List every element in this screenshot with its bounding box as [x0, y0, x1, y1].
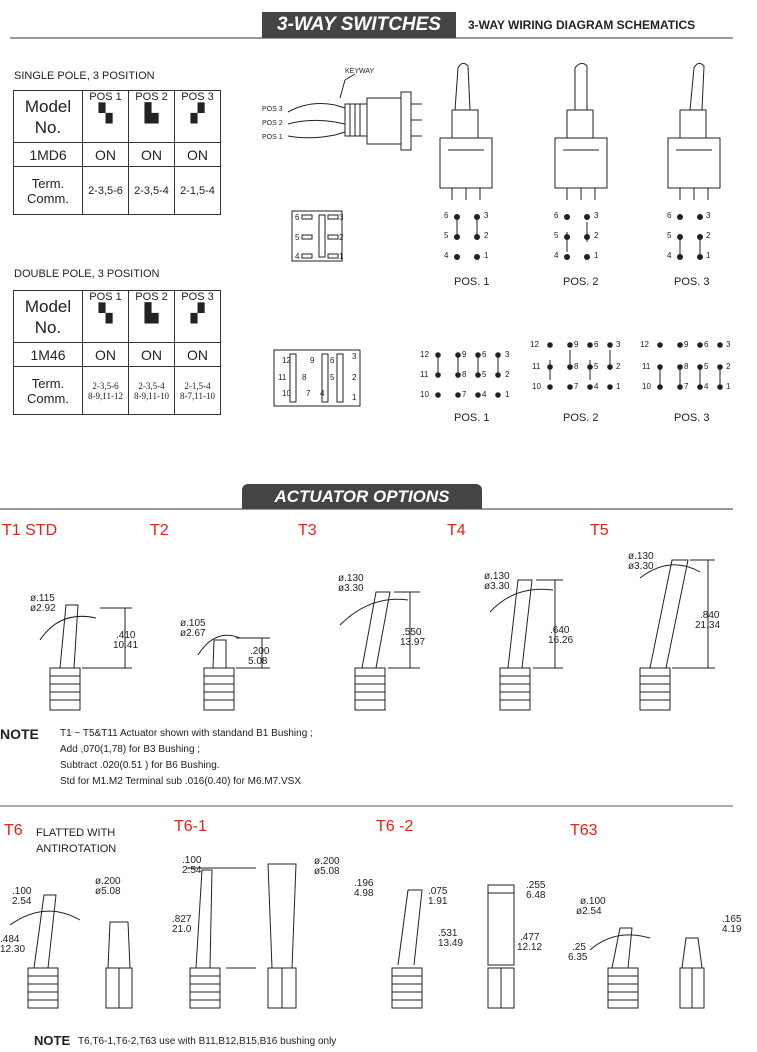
dpl-3: 3 — [352, 352, 357, 361]
t63-w-mm: 4.19 — [722, 924, 742, 935]
t1-len-in: .410 — [116, 630, 136, 641]
sp-caption-pos3: POS. 3 — [674, 276, 710, 288]
dp-caption-pos2: POS. 2 — [563, 412, 599, 424]
dp-caption-pos1: POS. 1 — [454, 412, 490, 424]
sp1-5: 5 — [444, 231, 449, 240]
type-t6-2: T6 -2 — [376, 818, 414, 835]
sp-term-6: 6 — [295, 213, 300, 222]
sp-term-3: 3 — [339, 213, 344, 222]
dp2-2: 2 — [616, 362, 621, 371]
type-t3: T3 — [298, 522, 317, 539]
dp1-7: 7 — [462, 390, 467, 399]
pos2-header: POS 2 ▙ — [129, 91, 175, 143]
t4-len-mm: 16.26 — [548, 635, 574, 646]
t1-len-mm: 10.41 — [113, 640, 139, 651]
t2-dia-in: ø.105 — [180, 618, 206, 629]
pos2-term: 2-3,5-4 — [129, 167, 175, 215]
t62-cap-in: .255 — [526, 880, 546, 891]
dp3-6: 6 — [704, 340, 709, 349]
t5-dia-in: ø.130 — [628, 551, 654, 562]
t61-len-mm: 21.0 — [172, 924, 192, 935]
t63-len-mm: 6.35 — [568, 952, 588, 963]
dp1-3: 3 — [505, 350, 510, 359]
sp-heading: SINGLE POLE, 3 POSITION — [14, 70, 155, 82]
sp-term-1: 1 — [339, 252, 344, 261]
dp1-9: 9 — [462, 350, 467, 359]
note1-line1: T1 ~ T5&T11 Actuator shown with standand B1 Bushing ; — [60, 728, 313, 739]
dp-pos1-header: POS 1 ▚ — [83, 291, 129, 343]
t3-len-mm: 13.97 — [400, 637, 426, 648]
dp-pos3-term: 2-1,5-4 8-7,11-10 — [175, 367, 221, 415]
model-number: 1MD6 — [14, 143, 83, 167]
pos1-state: ON — [83, 143, 129, 167]
actuator-drawings — [40, 560, 715, 710]
dp2-3: 3 — [616, 340, 621, 349]
note1-label: NOTE — [0, 726, 39, 742]
sp2-5: 5 — [554, 231, 559, 240]
sp2-2: 2 — [594, 231, 599, 240]
t1-dia-in: ø.115 — [30, 593, 55, 604]
dp1-10: 10 — [420, 390, 429, 399]
t5-len-in: .840 — [700, 610, 720, 621]
dp2-5: 5 — [594, 362, 599, 371]
dpl-6: 6 — [330, 356, 335, 365]
pos2-state: ON — [129, 143, 175, 167]
t3-dia-in: ø.130 — [338, 573, 364, 584]
t62-w-mm: 1.91 — [428, 896, 448, 907]
type-t6-1: T6-1 — [174, 818, 207, 835]
t61-flat-in: .100 — [182, 855, 202, 866]
dp-pos2-state: ON — [129, 343, 175, 367]
t62-h-in: .477 — [520, 932, 540, 943]
dp-pos1-state: ON — [83, 343, 129, 367]
dp2-4: 4 — [594, 382, 599, 391]
dpl-5: 5 — [330, 373, 335, 382]
t4-dia-in: ø.130 — [484, 571, 510, 582]
dp1-8: 8 — [462, 370, 467, 379]
dp1-4: 4 — [482, 390, 487, 399]
dpl-2: 2 — [352, 373, 357, 382]
type-t2: T2 — [150, 522, 169, 539]
t61-flat-mm: 2.54 — [182, 865, 202, 876]
sp3-2: 2 — [706, 231, 711, 240]
pos3-term: 2-1,5-4 — [175, 167, 221, 215]
dp3-11: 11 — [642, 362, 651, 371]
sp-terminal-layout — [292, 211, 342, 261]
pos3-side-label: POS 3 — [262, 106, 283, 113]
t6-caption-2: ANTIROTATION — [36, 843, 117, 855]
sp3-6: 6 — [667, 211, 672, 220]
sp2-4: 4 — [554, 251, 559, 260]
dpl-7: 7 — [306, 389, 311, 398]
note2-text: T6,T6-1,T6-2,T63 use with B11,B12,B15,B16 bushing only — [78, 1036, 337, 1047]
dp-term-label: Term. Comm. — [14, 367, 83, 415]
t4-dia-mm: ø3.30 — [484, 581, 510, 592]
dp2-9: 9 — [574, 340, 579, 349]
pos1-side-label: POS 1 — [262, 134, 283, 141]
dpl-4: 4 — [320, 389, 325, 398]
dp2-1: 1 — [616, 382, 621, 391]
dp1-2: 2 — [505, 370, 510, 379]
dp-model-label: Model No. — [14, 291, 83, 343]
sp-term-2: 2 — [339, 233, 344, 242]
t6-flat-in: .100 — [12, 886, 32, 897]
t62-cap-mm: 6.48 — [526, 890, 546, 901]
dp-heading: DOUBLE POLE, 3 POSITION — [14, 268, 160, 280]
t5-len-mm: 21.34 — [695, 620, 721, 631]
sp-schematics — [455, 215, 703, 260]
pos2-side-label: POS 2 — [262, 120, 283, 127]
t62-len-mm: 13.49 — [438, 938, 464, 949]
pos1-term: 2-3,5-6 — [83, 167, 129, 215]
dpl-10: 10 — [282, 389, 291, 398]
t62-h-mm: 12.12 — [517, 942, 543, 953]
term-label: Term. Comm. — [14, 167, 83, 215]
switch-side-view — [288, 74, 422, 150]
header-title: 3-WAY SWITCHES — [262, 12, 456, 38]
t62-flat-mm: 4.98 — [354, 888, 374, 899]
sp3-3: 3 — [706, 211, 711, 220]
t61-dia-in: ø.200 — [314, 856, 340, 867]
dp-pos2-term: 2-3,5-4 8-9,11-10 — [129, 367, 175, 415]
t6-caption-1: FLATTED WITH — [36, 827, 116, 839]
dp-pos1-term: 2-3,5-6 8-9,11-12 — [83, 367, 129, 415]
sp2-3: 3 — [594, 211, 599, 220]
dp1-1: 1 — [505, 390, 510, 399]
t2-dia-mm: ø2.67 — [180, 628, 206, 639]
dpl-8: 8 — [302, 373, 307, 382]
sp1-1: 1 — [484, 251, 489, 260]
note1-line4: Std for M1.M2 Terminal sub .016(0.40) for M6.M7.VSX — [60, 776, 302, 787]
dp-spec-table — [13, 290, 221, 415]
dpl-9: 9 — [310, 356, 315, 365]
t61-dia-mm: ø5.08 — [314, 866, 340, 877]
t2-len-in: .200 — [250, 646, 270, 657]
t63-dia-in: ø.100 — [580, 896, 606, 907]
type-t63: T63 — [570, 822, 598, 839]
actuator-section-title: ACTUATOR OPTIONS — [242, 484, 482, 509]
sp1-6: 6 — [444, 211, 449, 220]
dp2-7: 7 — [574, 382, 579, 391]
t6-len-in: .484 — [0, 934, 20, 945]
type-t6: T6 — [4, 822, 23, 839]
type-t1: T1 STD — [2, 522, 58, 539]
sp-term-5: 5 — [295, 233, 300, 242]
t61-len-in: .827 — [172, 914, 192, 925]
dp-caption-pos3: POS. 3 — [674, 412, 710, 424]
dp3-3: 3 — [726, 340, 731, 349]
sp2-1: 1 — [594, 251, 599, 260]
dp1-6: 6 — [482, 350, 487, 359]
note2-label: NOTE — [34, 1033, 71, 1048]
dp3-1: 1 — [726, 382, 731, 391]
sp1-3: 3 — [484, 211, 489, 220]
t2-len-mm: 5.08 — [248, 656, 268, 667]
pos1-header: POS 1 ▚ — [83, 91, 129, 143]
pos3-header: POS 3 ▞ — [175, 91, 221, 143]
type-t4: T4 — [447, 522, 466, 539]
dp-pos2-header: POS 2 ▙ — [129, 291, 175, 343]
sp3-1: 1 — [706, 251, 711, 260]
t4-len-in: .640 — [550, 625, 570, 636]
t6-flat-mm: 2.54 — [12, 896, 32, 907]
pos3-state: ON — [175, 143, 221, 167]
dpl-11: 11 — [278, 373, 287, 382]
dp3-4: 4 — [704, 382, 709, 391]
dp2-11: 11 — [532, 362, 541, 371]
dp1-5: 5 — [482, 370, 487, 379]
t5-dia-mm: ø3.30 — [628, 561, 654, 572]
dp-model-number: 1M46 — [14, 343, 83, 367]
t63-w-in: .165 — [722, 914, 742, 925]
dp3-8: 8 — [684, 362, 689, 371]
dp3-5: 5 — [704, 362, 709, 371]
keyway-label: KEYWAY — [345, 68, 375, 75]
t1-dia-mm: ø2.92 — [30, 603, 56, 614]
dp-pos3-header: POS 3 ▞ — [175, 291, 221, 343]
sp1-2: 2 — [484, 231, 489, 240]
t3-dia-mm: ø3.30 — [338, 583, 364, 594]
t62-w-in: .075 — [428, 886, 448, 897]
t63-dia-mm: ø2.54 — [576, 906, 602, 917]
sp3-4: 4 — [667, 251, 672, 260]
t6-dia-in: ø.200 — [95, 876, 121, 887]
dp2-12: 12 — [530, 340, 539, 349]
sp3-5: 5 — [667, 231, 672, 240]
dp2-6: 6 — [594, 340, 599, 349]
sp1-4: 4 — [444, 251, 449, 260]
sp-spec-table — [13, 90, 221, 215]
dp3-7: 7 — [684, 382, 689, 391]
dp3-12: 12 — [640, 340, 649, 349]
sp-caption-pos1: POS. 1 — [454, 276, 490, 288]
t6-len-mm: 12.30 — [0, 944, 26, 955]
dp2-8: 8 — [574, 362, 579, 371]
sp2-6: 6 — [554, 211, 559, 220]
type-t5: T5 — [590, 522, 609, 539]
t6-dia-mm: ø5.08 — [95, 886, 121, 897]
dp3-9: 9 — [684, 340, 689, 349]
switch-front-views — [440, 63, 720, 200]
sp-caption-pos2: POS. 2 — [563, 276, 599, 288]
dp1-11: 11 — [420, 370, 429, 379]
dp1-12: 12 — [420, 350, 429, 359]
header-subtitle: 3-WAY WIRING DIAGRAM SCHEMATICS — [468, 18, 696, 32]
model-label: Model No. — [14, 91, 83, 143]
dp2-10: 10 — [532, 382, 541, 391]
t63-len-in: .25 — [572, 942, 586, 953]
dp3-10: 10 — [642, 382, 651, 391]
dpl-1: 1 — [352, 393, 357, 402]
dp-pos3-state: ON — [175, 343, 221, 367]
dpl-12: 12 — [282, 356, 291, 365]
t62-flat-in: .196 — [354, 878, 374, 889]
sp-term-4: 4 — [295, 252, 300, 261]
dp-schematics — [436, 343, 723, 398]
t62-len-in: .531 — [438, 928, 458, 939]
note1-line2: Add ,070(1,78) for B3 Bushing ; — [60, 744, 201, 755]
note1-line3: Subtract .020(0.51 ) for B6 Bushing. — [60, 760, 220, 771]
dp3-2: 2 — [726, 362, 731, 371]
t3-len-in: .550 — [402, 627, 422, 638]
